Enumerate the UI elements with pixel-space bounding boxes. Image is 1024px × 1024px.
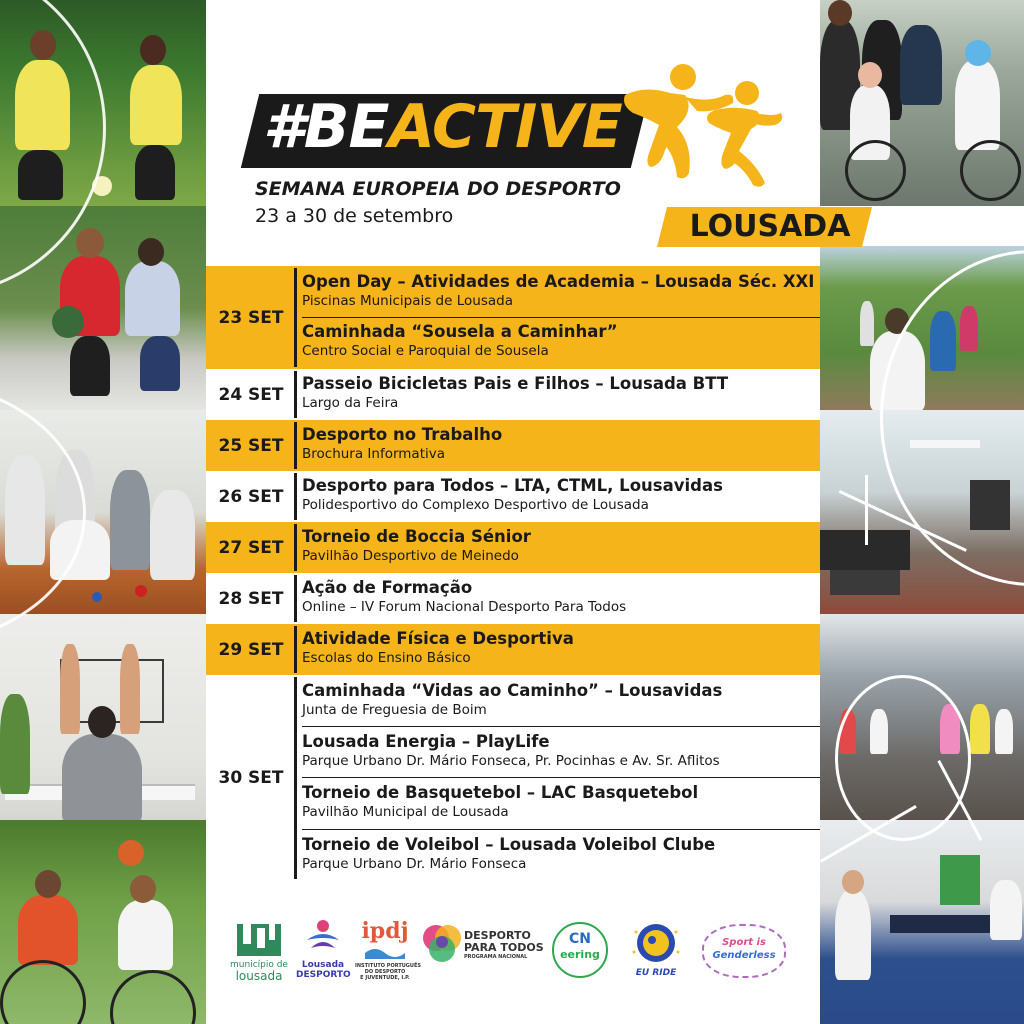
logo-lousada-desporto [296, 918, 350, 980]
day-divider [294, 626, 297, 673]
event-title: Caminhada “Sousela a Caminhar” [302, 322, 618, 341]
event-place: Piscinas Municipais de Lousada [302, 293, 513, 309]
logo-text: CN [569, 931, 591, 947]
schedule-event [302, 681, 820, 719]
day-label: 29 SET [218, 640, 284, 660]
running-figures-icon [615, 55, 785, 190]
schedule-event [302, 578, 820, 616]
schedule-event [302, 272, 820, 310]
event-title: Lousada Energia – PlayLife [302, 732, 550, 751]
event-title: Ação de Formação [302, 578, 473, 597]
ipdj-mark: ipdj [361, 918, 409, 944]
day-divider [294, 371, 297, 418]
event-separator [302, 317, 820, 318]
event-title: Torneio de Boccia Sénior [302, 527, 531, 546]
event-title: Torneio de Voleibol – Lousada Voleibol Clube [302, 835, 716, 854]
hashtag-title [263, 92, 622, 162]
event-place: Parque Urbano Dr. Mário Fonseca, Pr. Pocinhas e Av. Sr. Aflitos [302, 753, 720, 769]
logo-text: lousada [235, 969, 283, 983]
day-label: 23 SET [218, 308, 284, 328]
color-circles-icon [420, 922, 464, 964]
logo-text: Lousada [301, 960, 345, 970]
schedule-day-26 [206, 471, 820, 522]
day-divider [294, 677, 297, 879]
hashtag-prefix: #BE [263, 92, 389, 162]
event-dates: 23 a 30 de setembro [255, 205, 454, 227]
schedule-day-23 [206, 266, 820, 369]
logo-text: EU RIDE [635, 968, 677, 978]
event-title: Passeio Bicicletas Pais e Filhos – Lousada BTT [302, 374, 729, 393]
day-label: 26 SET [218, 487, 284, 507]
event-title: Desporto no Trabalho [302, 425, 503, 444]
event-separator [302, 829, 820, 830]
day-label: 30 SET [218, 768, 284, 788]
day-divider [294, 524, 297, 571]
photo-bike-ride-families [820, 0, 1024, 206]
decorative-curve [835, 675, 971, 841]
event-place: Junta de Freguesia de Boim [302, 702, 487, 718]
schedule-event [302, 527, 820, 565]
photo-office-stretch [0, 614, 206, 820]
day-divider [294, 575, 297, 622]
event-place: Pavilhão Municipal de Lousada [302, 804, 509, 820]
logo-text: eering [560, 948, 600, 961]
event-title: Torneio de Basquetebol – LAC Basquetebol [302, 783, 699, 802]
logo-text: Genderless [712, 950, 776, 961]
logo-ipdj [355, 918, 421, 981]
logo-text: E JUVENTUDE, I.P. [360, 975, 410, 981]
day-label: 27 SET [218, 538, 284, 558]
logo-text: DO DESPORTO [364, 969, 406, 975]
event-title: Caminhada “Vidas ao Caminho” – Lousavidas [302, 681, 723, 700]
event-place: Brochura Informativa [302, 446, 446, 462]
logo-text: DESPORTO [296, 970, 351, 980]
day-divider [294, 422, 297, 469]
day-label: 28 SET [218, 589, 284, 609]
eu-ride-icon [628, 922, 684, 964]
event-place: Escolas do Ensino Básico [302, 650, 471, 666]
logo-text: PARA TODOS [464, 941, 544, 954]
schedule-event [302, 322, 820, 360]
event-title: Atividade Física e Desportiva [302, 629, 574, 648]
decorative-line [865, 475, 868, 545]
schedule-day-30 [206, 675, 820, 881]
photo-wheelchair-basketball [0, 820, 206, 1024]
wave-icon [365, 945, 405, 959]
schedule-event [302, 835, 820, 873]
schedule-day-28 [206, 573, 820, 624]
schedule-event [302, 783, 820, 821]
photo-table-tennis [820, 820, 1024, 1024]
schedule-event [302, 732, 820, 770]
schedule-day-25 [206, 420, 820, 471]
day-label: 24 SET [218, 385, 284, 405]
day-label: 25 SET [218, 436, 284, 456]
event-title: Desporto para Todos – LTA, CTML, Lousavidas [302, 476, 723, 495]
logo-eu-ride [624, 922, 688, 978]
schedule-day-27 [206, 522, 820, 573]
logo-cn-eering [552, 922, 608, 978]
event-subtitle: SEMANA EUROPEIA DO DESPORTO [255, 178, 621, 200]
location-badge: LOUSADA [689, 209, 851, 244]
lousada-desporto-icon [303, 918, 343, 956]
day-divider [294, 473, 297, 520]
event-separator [302, 777, 820, 778]
schedule-event [302, 629, 820, 667]
schedule-day-29 [206, 624, 820, 675]
logo-municipio-lousada [228, 920, 290, 983]
schedule-event [302, 476, 820, 514]
event-separator [302, 726, 820, 727]
logo-sport-is-genderless [702, 924, 786, 978]
hashtag-highlight: ACTIVE [388, 92, 622, 162]
event-place: Online – IV Forum Nacional Desporto Para Todos [302, 599, 627, 615]
logo-text: Sport is [722, 937, 766, 948]
event-place: Largo da Feira [302, 395, 399, 411]
event-place: Polidesportivo do Complexo Desportivo de Lousada [302, 497, 649, 513]
logo-text: município de [230, 960, 288, 970]
schedule-event [302, 425, 820, 463]
event-place: Parque Urbano Dr. Mário Fonseca [302, 856, 527, 872]
logo-text: DESPORTO [464, 929, 531, 942]
day-divider [294, 268, 297, 367]
schedule-event [302, 374, 820, 412]
event-title: Open Day – Atividades de Academia – Lousada Séc. XXI [302, 272, 815, 291]
schedule-day-24 [206, 369, 820, 420]
event-place: Pavilhão Desportivo de Meinedo [302, 548, 519, 564]
logo-text: PROGRAMA NACIONAL [464, 954, 528, 960]
logo-text: INSTITUTO PORTUGUÊS [355, 963, 421, 969]
event-place: Centro Social e Paroquial de Sousela [302, 343, 549, 359]
municipio-emblem-icon [237, 920, 281, 956]
